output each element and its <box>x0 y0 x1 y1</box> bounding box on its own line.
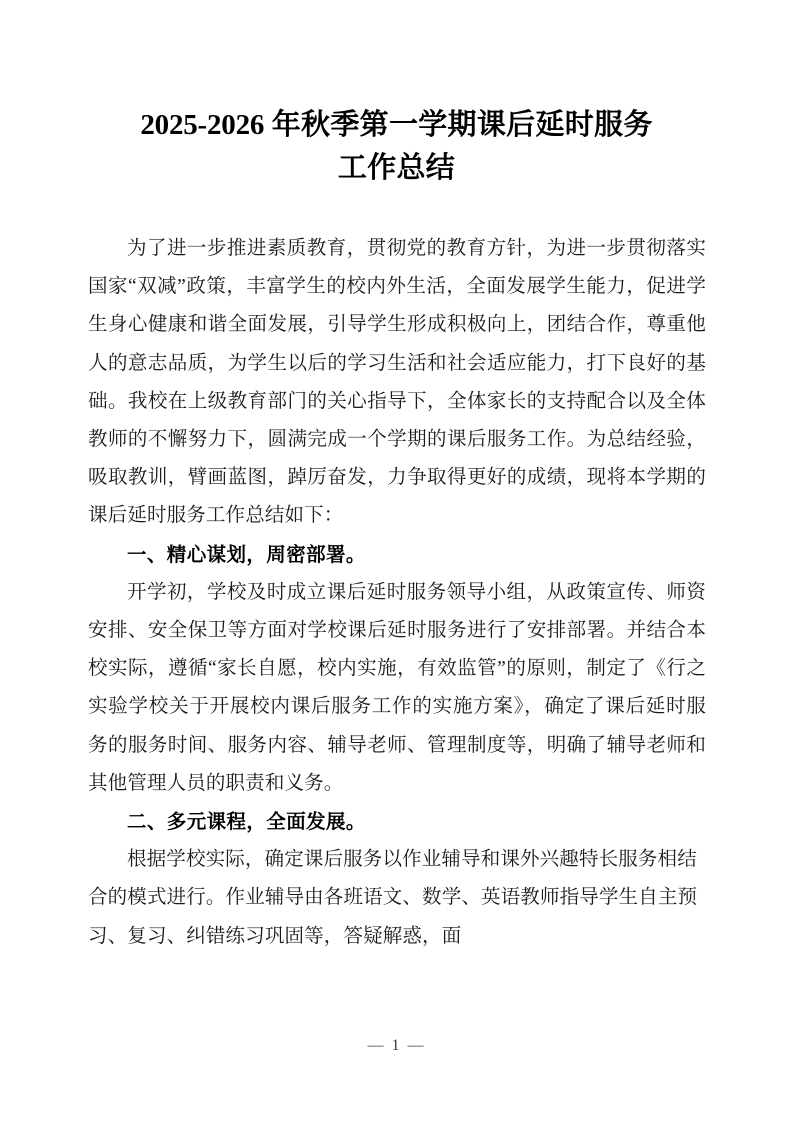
title-text: 工作总结 <box>337 152 456 184</box>
document-body <box>88 230 706 956</box>
body-paragraph: 开学初，学校及时成立课后延时服务领导小组，从政策宣传、师资安排、安全保卫等方面对学校课后延时服务进行了安排部署。并结合本校实际，遵循“家长自愿，校内实施，有效监管”的原则，制定了《行之实验学校关于开展校内课后服务工作的实施方案》，确定了课后延时服务的服务时间、服务内容、辅导老师、管理制度等，明确了辅导老师和其他管理人员的职责和义务。 <box>88 581 706 794</box>
title-year-range: 2025-2026 <box>140 109 265 141</box>
body-paragraph: 根据学校实际，确定课后服务以作业辅导和课外兴趣特长服务相结合的模式进行。作业辅导由各班语文、数学、英语教师指导学生自主预习、复习、纠错练习巩固等，答疑解惑，面 <box>88 849 698 947</box>
title-text: 年秋季第一学期课后延时服务 <box>264 109 653 141</box>
page-title-line <box>88 147 705 190</box>
page-footer <box>0 1036 793 1056</box>
section-heading: 一、精心谋划，周密部署。 <box>127 543 366 566</box>
page-number: — 1 — <box>367 1037 426 1054</box>
body-paragraph: 为了进一步推进素质教育，贯彻党的教育方针，为进一步贯彻落实国家“双减”政策，丰富学生的校内外生活，全面发展学生能力，促进学生身心健康和谐全面发展，引导学生形成积极向上，团结合作，尊重他人的意志品质，为学生以后的学习生活和社会适应能力，打下良好的基础。我校在上级教育部门的关心指导下，全体家长的支持配合以及全体教师的不懈努力下，圆满完成一个学期的课后服务工作。为总结经验，吸取教训，臂画蓝图，踔厉奋发，力争取得更好的成绩，现将本学期的课后延时服务工作总结如下： <box>88 238 706 527</box>
page-title <box>88 104 705 190</box>
section-heading: 二、多元课程，全面发展。 <box>127 811 366 834</box>
page-title-line <box>88 104 705 147</box>
